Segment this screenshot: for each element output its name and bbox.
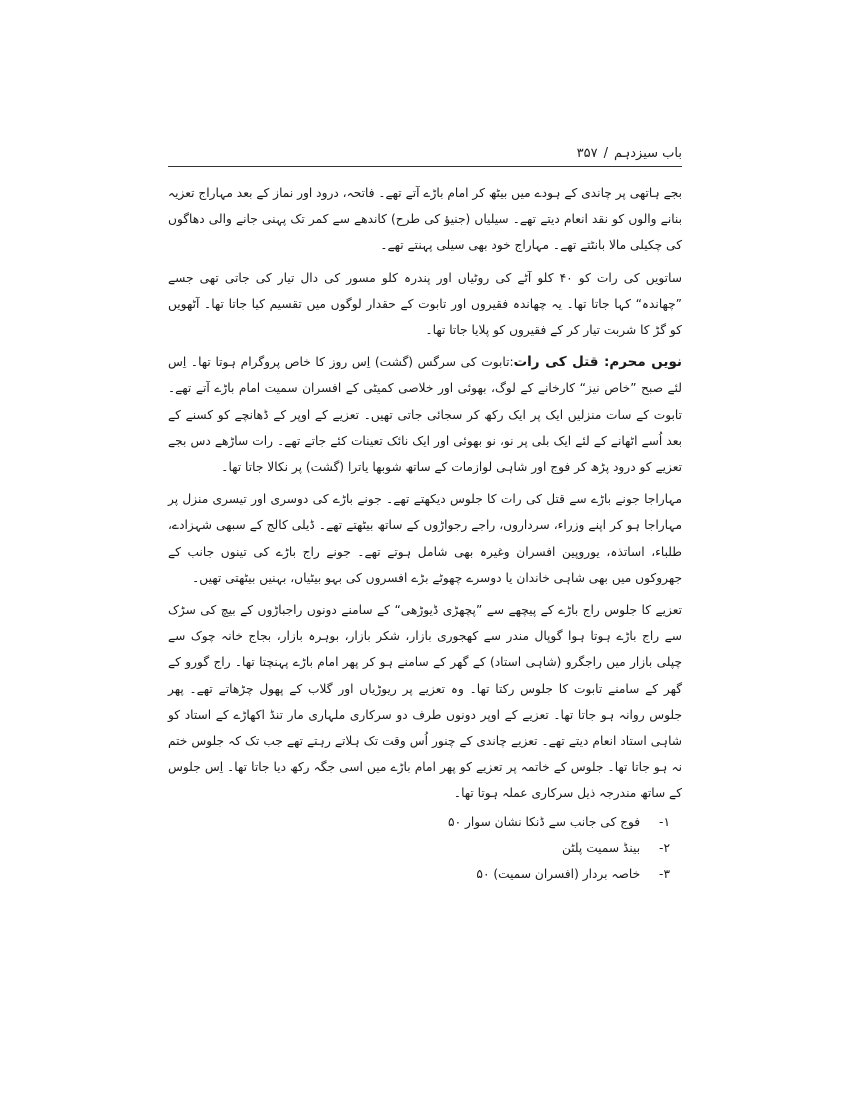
list-item: [168, 861, 670, 887]
list-item: [168, 809, 670, 835]
paragraph-1: بجے ہاتھی پر چاندی کے ہودے میں بیٹھ کر امام باڑے آتے تھے۔ فاتحہ، درود اور نماز کے بعد مہاراج تعزیہ بنانے والوں کو نقد انعام دیتے تھے۔ سیلیاں (جنیؤ کی طرح) کاندھے سے کمر تک پہنی جانے والی دھاگوں کی چکیلی مالا بانٹتے تھے۔ مہاراج خود بھی سیلی پہنتے تھے۔: [168, 186, 682, 253]
list-item-text: بینڈ سمیت پلٹن: [561, 840, 641, 855]
paragraph-3: [168, 349, 682, 480]
header-rule: [168, 166, 682, 167]
list-item-number: ۳-: [659, 866, 670, 881]
list-item-number: ۱-: [659, 814, 670, 829]
paragraph-2: ساتویں کی رات کو ۴۰ کلو آٹے کی روٹیاں اور پندرہ کلو مسور کی دال تیار کی جاتی تھی جسے ”چھاندہ“ کہا جاتا تھا۔ یہ چھاندہ فقیروں اور تابوت کے حقدار لوگوں میں تقسیم کیا جاتا تھا۔ آٹھویں کو گڑ کا شربت تیار کر کے فقیروں کو پلایا جاتا تھا۔: [168, 270, 683, 338]
chapter-title: باب سیزدہم: [614, 146, 682, 161]
header-separator: /: [603, 146, 608, 161]
list-item-text: فوج کی جانب سے ڈنکا نشان سوار ۵۰: [448, 814, 641, 829]
paragraph-4: مہاراجا جونے باڑے سے قتل کی رات کا جلوس دیکھتے تھے۔ جونے باڑے کی دوسری اور تیسری منزل پر مہاراجا ہو کر اپنے وزراء، سرداروں، راجے رجواڑوں کے ساتھ بیٹھتے تھے۔ ڈیلی کالج کے سبھی شہزادے، طلباء، اساتذہ، یوروپین افسران وغیرہ بھی شامل ہوتے تھے۔ جونے راج باڑے کی تینوں جانب کے جھروکوں میں بھی شاہی خاندان یا دوسرے چھوٹے بڑے افسروں کی بہو بیٹیاں، بہنیں بیٹھتی تھیں۔: [168, 492, 682, 585]
list-item-text: خاصہ بردار (افسران سمیت) ۵۰: [476, 866, 641, 881]
page-header: [168, 146, 682, 161]
list-item: [168, 835, 670, 861]
page-number: ۳۵۷: [576, 146, 598, 161]
staff-list: [168, 809, 682, 887]
list-item-number: ۲-: [659, 840, 670, 855]
section-heading-ninth-muharram: نویں محرم: قتل کی رات: [513, 354, 682, 371]
page-body: [168, 180, 682, 887]
paragraph-3-text: :تابوت کی سرگس (گشت) اِس روز کا خاص پروگرام ہوتا تھا۔ اِس لئے صبح ”خاص نیز“ کارخانے کے لوگ، بھوئی اور خلاصی کمیٹی کے افسران سمیت امام باڑے آتے تھے۔ تابوت کے سات منزلیں ایک پر ایک رکھ کر سجائی جاتی تھیں۔ تعزیے کے اوپر کے ڈھانچے کو کسنے کے بعد اُسے اٹھانے کے لئے ایک بلی پر نو، نو بھوئی اور ایک نائک تعینات کئے جاتے تھے۔ رات ساڑھے دس بجے تعزیے کو درود پڑھ کر فوج اور شاہی لوازمات کے ساتھ شوبھا یاترا (گشت) پر نکالا جاتا تھا۔: [168, 355, 682, 475]
paragraph-5: تعزیے کا جلوس راج باڑے کے پیچھے سے ”پچھڑی ڈیوڑھی“ کے سامنے دونوں راجباڑوں کے بیچ کی سڑک سے راج باڑے ہوتا ہوا گوپال مندر سے کھجوری بازار، شکر بازار، بوہرہ بازار، بجاج خانہ چوک سے چپلی بازار میں راجگرو (شاہی استاد) کے گھر کے سامنے ہو کر پھر امام باڑے پہنچتا تھا۔ راج گورو کے گھر کے سامنے تابوت کا جلوس رکتا تھا۔ وہ تعزیے پر ریوڑیاں اور گلاب کے پھول چڑھاتے تھے۔ پھر جلوس روانہ ہو جاتا تھا۔ تعزیے کے اوپر دونوں طرف دو سرکاری ملہاری مار تنڈ اکھاڑے کے استاد کو شاہی استاد انعام دیتے تھے۔ تعزیے چاندی کے چنور اُس وقت تک ہلاتے رہتے تھے جب تک کہ جلوس ختم نہ ہو جاتا تھا۔ جلوس کے خاتمہ پر تعزیے کو پھر امام باڑے میں اسی جگہ رکھ دیا جاتا تھا۔ اِس جلوس کے ساتھ مندرجہ ذیل سرکاری عملہ ہوتا تھا۔: [168, 603, 682, 801]
